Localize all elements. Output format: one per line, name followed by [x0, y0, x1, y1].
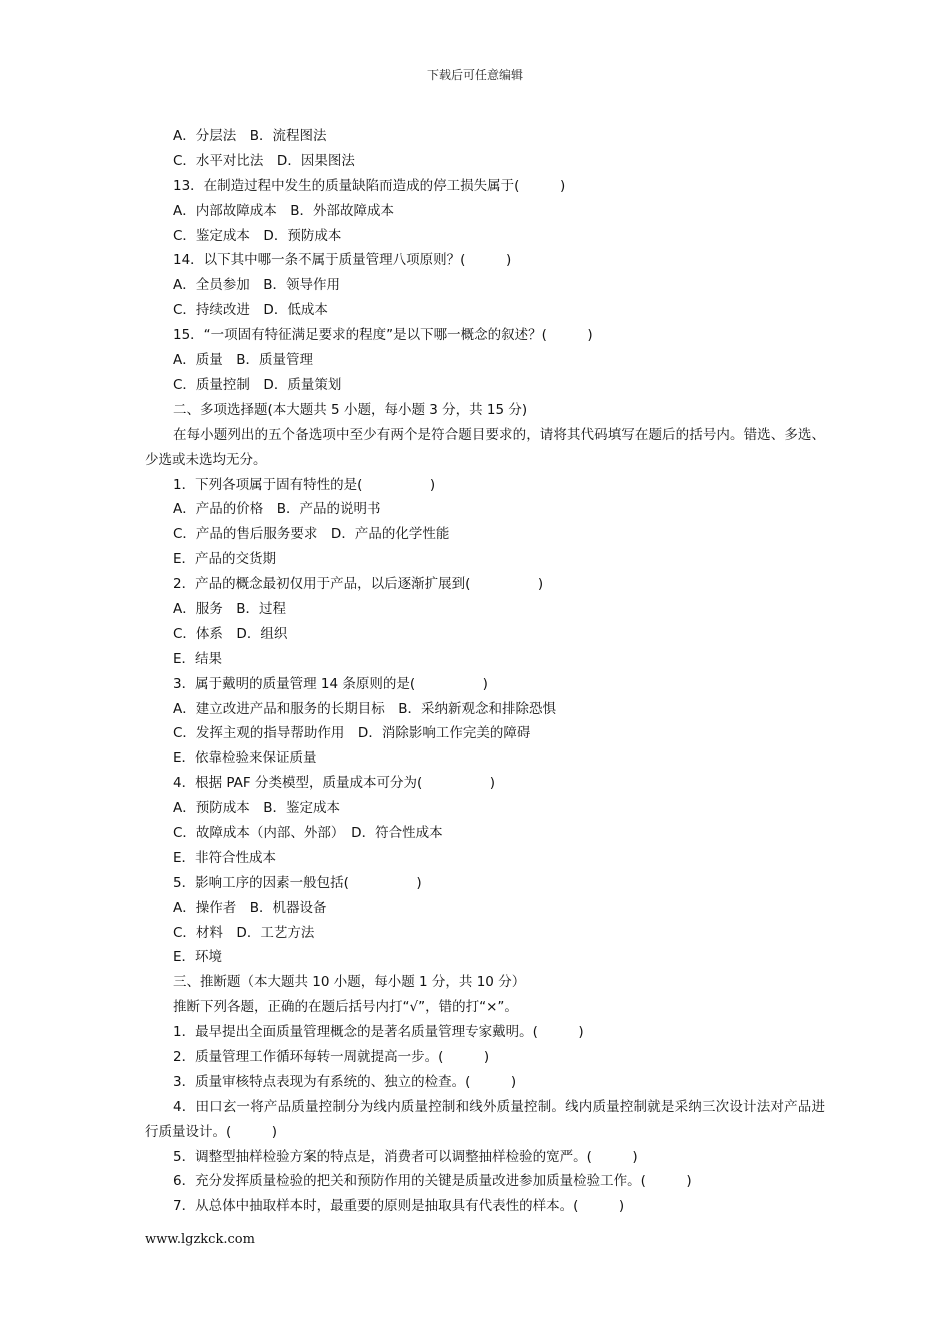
page-header: 下载后可任意编辑 [426, 68, 523, 82]
text-line: A．服务 B．过程 [173, 600, 286, 617]
text-line: 3．质量审核特点表现为有系统的、独立的检查。( ) [173, 1073, 517, 1090]
text-line: 4．根据 PAF 分类模型，质量成本可分为( ) [173, 775, 495, 792]
page-footer-url: www.lgzkck.com [145, 1232, 255, 1247]
text-line: A．分层法 B．流程图法 [173, 128, 327, 144]
text-line: 4．田口玄一将产品质量控制分为线内质量控制和线外质量控制。线内质量控制就是采纳三次设计法对产品进行质量设计。( ) [145, 1098, 825, 1140]
text-line: 7．从总体中抽取样本时，最重要的原则是抽取具有代表性的样本。( ) [173, 1198, 625, 1215]
text-line: 5．调整型抽样检验方案的特点是，消费者可以调整抽样检验的宽严。( ) [173, 1148, 638, 1165]
text-line: 2．产品的概念最初仅用于产品，以后逐渐扩展到( ) [173, 576, 544, 593]
text-line: C．鉴定成本 D．预防成本 [173, 227, 342, 244]
text-line: 13．在制造过程中发生的质量缺陷而造成的停工损失属于( ) [173, 177, 566, 194]
text-line: A．内部故障成本 B．外部故障成本 [173, 202, 394, 219]
text-line: E．环境 [173, 949, 223, 966]
text-line: E．非符合性成本 [173, 849, 277, 866]
text-line: 1．下列各项属于固有特性的是( ) [173, 476, 436, 493]
text-line: E．依靠检验来保证质量 [173, 750, 317, 767]
text-line: 三、推断题（本大题共 10 小题，每小题 1 分，共 10 分） [173, 974, 526, 991]
text-line: 3．属于戴明的质量管理 14 条原则的是( ) [173, 675, 488, 692]
text-line: C．材料 D．工艺方法 [173, 924, 315, 941]
text-line: 推断下列各题，正确的在题后括号内打“√”，错的打“×”。 [173, 999, 518, 1016]
text-line: A．建立改进产品和服务的长期目标 B．采纳新观念和排除恐惧 [173, 700, 556, 717]
text-line: C．水平对比法 D．因果图法 [173, 152, 355, 169]
text-line: C．产品的售后服务要求 D．产品的化学性能 [173, 526, 450, 543]
text-line: C．体系 D．组织 [173, 625, 288, 642]
text-line: C．故障成本（内部、外部） D．符合性成本 [173, 824, 443, 841]
text-line: 2．质量管理工作循环每转一周就提高一步。( ) [173, 1048, 490, 1065]
text-line: A．产品的价格 B．产品的说明书 [173, 501, 381, 518]
text-line: 15．“一项固有特征满足要求的程度”是以下哪一概念的叙述？( ) [173, 327, 593, 344]
text-line: 6．充分发挥质量检验的把关和预防作用的关键是质量改进参加质量检验工作。( ) [173, 1173, 692, 1190]
text-line: 5．影响工序的因素一般包括( ) [173, 874, 422, 891]
text-line: C．发挥主观的指导帮助作用 D．消除影响工作完美的障碍 [173, 725, 531, 742]
text-line: A．预防成本 B．鉴定成本 [173, 800, 340, 817]
text-line: E．产品的交货期 [173, 551, 277, 568]
text-line: E．结果 [173, 650, 223, 667]
document-body [145, 124, 825, 1219]
text-line: 二、多项选择题(本大题共 5 小题，每小题 3 分，共 15 分) [173, 401, 528, 418]
text-line: A．操作者 B．机器设备 [173, 899, 327, 916]
text-line: C．持续改进 D．低成本 [173, 302, 328, 319]
text-line: 1．最早提出全面质量管理概念的是著名质量管理专家戴明。( ) [173, 1024, 584, 1041]
text-line: 14．以下其中哪一条不属于质量管理八项原则？( ) [173, 252, 512, 269]
text-line: C．质量控制 D．质量策划 [173, 376, 342, 393]
text-line: 在每小题列出的五个备选项中至少有两个是符合题目要求的，请将其代码填写在题后的括号内。错选、多选、少选或未选均无分。 [145, 426, 825, 468]
text-line: A．全员参加 B．领导作用 [173, 277, 340, 294]
text-line: A．质量 B．质量管理 [173, 352, 313, 369]
